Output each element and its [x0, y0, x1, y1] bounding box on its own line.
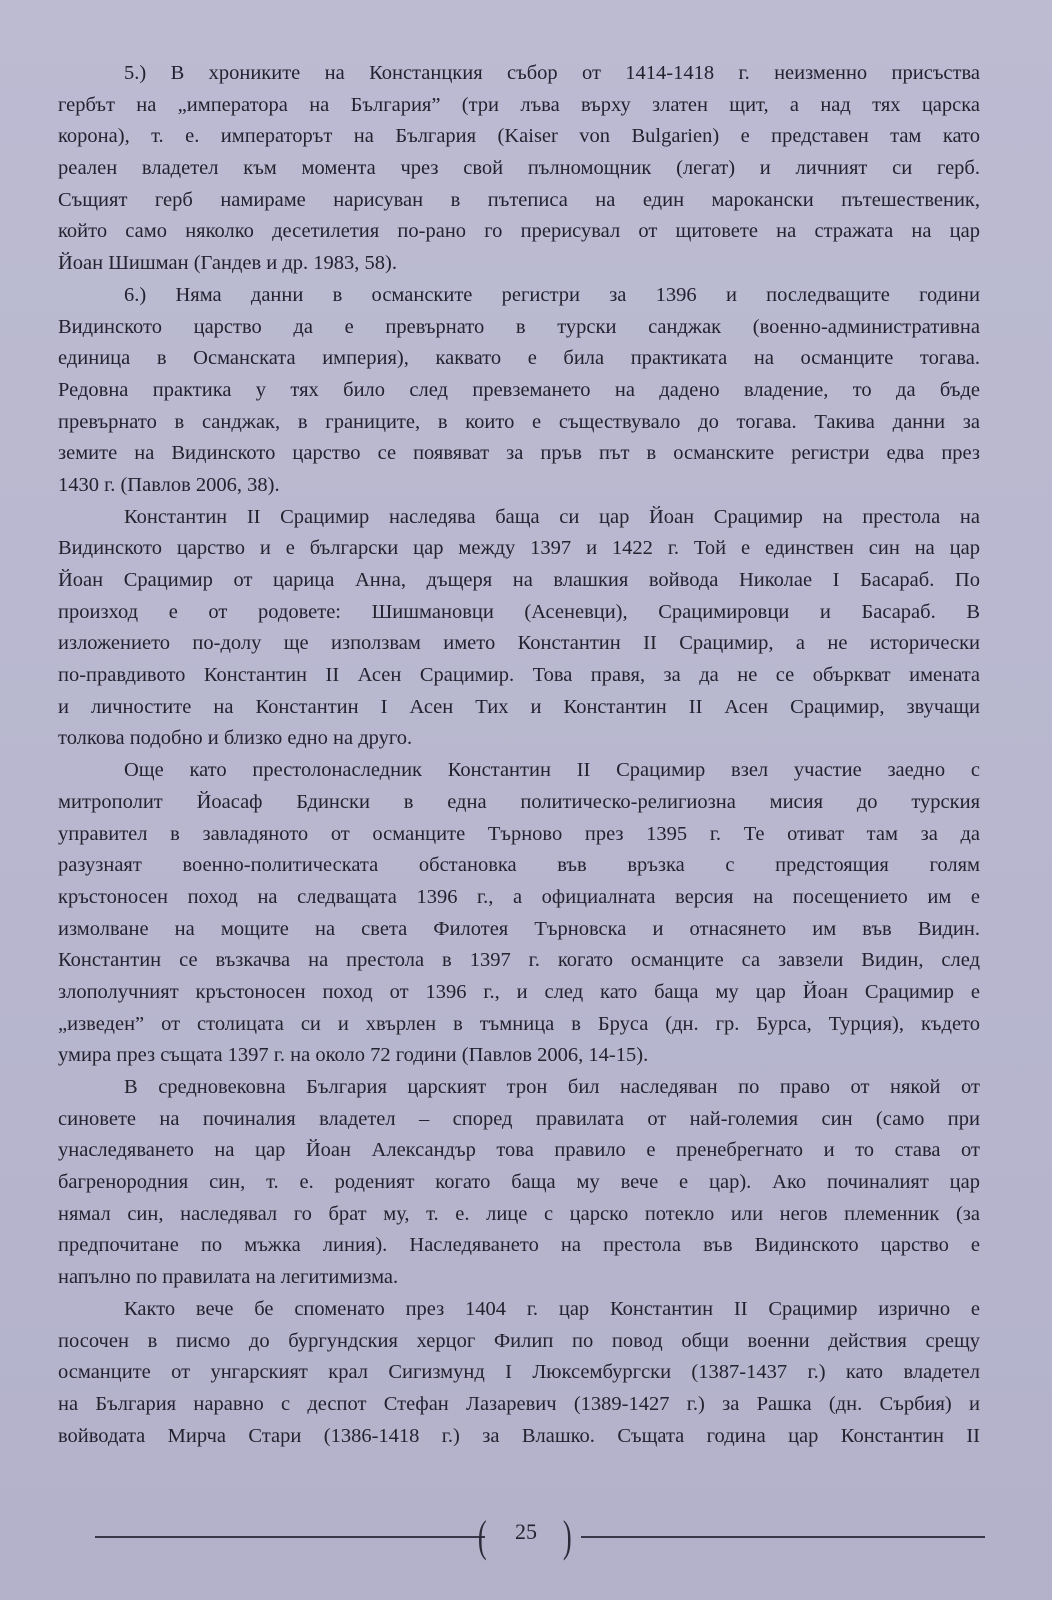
text-line: умира през същата 1397 г. на около 72 години (Павлов 2006, 14-15). — [58, 1044, 649, 1067]
text-line: Йоан Срацимир от царица Анна, дъщеря на влашкия войвода Николае I Басараб. По — [58, 569, 980, 591]
text-line: кръстоносен поход на следващата 1396 г., а официалната версия на посещението им е — [58, 885, 980, 908]
footer-rule-left — [95, 1536, 485, 1538]
text-line: Йоан Шишман (Гандев и др. 1983, 58). — [58, 252, 398, 275]
paragraph — [58, 1294, 980, 1452]
text-line: нямал син, наследявал го брат му, т. е. лице с царско потекло или негов племенник (за — [58, 1202, 980, 1225]
text-line: Видинското царство да е превърнато в турски санджак (военно-административна — [58, 315, 980, 338]
page-number: 25 — [515, 1519, 537, 1544]
text-line: Видинското царство и е български цар между 1397 и 1422 г. Той е единствен син на цар — [58, 537, 980, 560]
text-line: превърнато в санджак, в границите, в които е съществувало до тогава. Такива данни за — [58, 410, 980, 433]
text-line: управител в завладяното от османците Търново през 1395 г. Те отиват там за да — [58, 822, 980, 845]
footer-rule-right — [581, 1536, 985, 1538]
text-line: единица в Османската империя), каквато е била практиката на османците тогава. — [58, 347, 980, 370]
text-line: синовете на починалия владетел – според правилата от най-големия син (само при — [58, 1107, 980, 1130]
text-line: Същият герб намираме нарисуван в пътеписа на един марокански пътешественик, — [58, 188, 980, 211]
text-line: произход е от родовете: Шишмановци (Асеневци), Срацимировци и Басараб. В — [58, 600, 980, 623]
left-brace-ornament: ( — [477, 1512, 487, 1561]
right-brace-ornament: ) — [562, 1512, 572, 1561]
page-footer — [95, 1505, 985, 1565]
text-line: „изведен” от столицата си и хвърлен в тъмница в Бруса (дн. гр. Бурса, Турция), където — [58, 1012, 980, 1035]
text-line: и личностите на Константин I Асен Тих и Константин II Асен Срацимир, звучащи — [58, 695, 980, 718]
text-line: багренородния син, т. е. роденият когато баща му вече е цар). Ако починалият цар — [58, 1171, 980, 1194]
text-line: османците от унгарският крал Сигизмунд I Люксембургски (1387-1437 г.) като владетел — [58, 1361, 980, 1384]
text-line: предпочитане по мъжка линия). Наследяването на престола във Видинското царство е — [58, 1234, 980, 1257]
text-line: разузнаят военно-политическата обстановка във връзка с предстоящия голям — [58, 854, 980, 877]
text-line: Още като престолонаследник Константин II Срацимир взел участие заедно с — [124, 759, 980, 782]
text-line: толкова подобно и близко едно на друго. — [58, 727, 413, 750]
text-line: Константин II Срацимир наследява баща си цар Йоан Срацимир на престола на — [124, 505, 980, 528]
text-line: войводата Мирча Стари (1386-1418 г.) за Влашко. Същата година цар Константин II — [58, 1424, 980, 1447]
text-line: корона), т. е. императорът на България (Kaiser von Bulgarien) е представен там като — [58, 125, 980, 148]
text-line: В средновековна България царският трон бил наследяван по право от някой от — [124, 1076, 980, 1098]
paragraph — [58, 755, 980, 1072]
paragraph — [58, 502, 980, 756]
text-line: който само няколко десетилетия по-рано го прерисувал от щитовете на стражата на цар — [58, 220, 980, 243]
text-line: 5.) В хрониките на Констанцкия събор от 1414-1418 г. неизменно присъства — [124, 62, 980, 84]
paragraph — [58, 58, 980, 280]
text-line: злополучният кръстоносен поход от 1396 г., и след като баща му цар Йоан Срацимир е — [58, 980, 980, 1003]
text-line: митрополит Йоасаф Бдински в една политическо-религиозна мисия до турския — [58, 790, 980, 813]
page-body — [58, 58, 980, 1452]
text-line: 1430 г. (Павлов 2006, 38). — [58, 473, 280, 496]
paragraph — [58, 1072, 980, 1294]
text-line: измолване на мощите на света Филотея Търновска и отнасянето им във Видин. — [58, 917, 980, 940]
text-line: гербът на „императора на България” (три лъва върху златен щит, а над тях царска — [58, 93, 980, 116]
paragraph — [58, 280, 980, 502]
text-line: напълно по правилата на легитимизма. — [58, 1266, 399, 1289]
text-line: Редовна практика у тях било след превземането на дадено владение, то да бъде — [58, 378, 980, 401]
text-line: Константин се възкачва на престола в 1397 г. когато османците са завзели Видин, след — [58, 949, 980, 972]
text-line: 6.) Няма данни в османските регистри за 1396 и последващите години — [124, 283, 980, 306]
text-line: изложението по-долу ще използвам името Константин II Срацимир, а не исторически — [58, 632, 980, 655]
text-line: по-правдивото Константин II Асен Срацимир. Това правя, за да не се объркват имената — [58, 664, 980, 687]
text-line: реален владетел към момента чрез свой пълномощник (легат) и личният си герб. — [58, 157, 980, 180]
text-line: посочен в писмо до бургундския херцог Филип по повод общи военни действия срещу — [58, 1329, 980, 1352]
text-line: земите на Видинското царство се появяват за пръв път в османските регистри едва през — [58, 442, 980, 465]
text-line: Както вече бе споменато през 1404 г. цар Константин II Срацимир изрично е — [124, 1297, 980, 1320]
text-line: унаследяването на цар Йоан Александър това правило е пренебрегнато и то става от — [58, 1139, 980, 1162]
text-line: на България наравно с деспот Стефан Лазаревич (1389-1427 г.) за Рашка (дн. Сърбия) и — [58, 1392, 980, 1415]
